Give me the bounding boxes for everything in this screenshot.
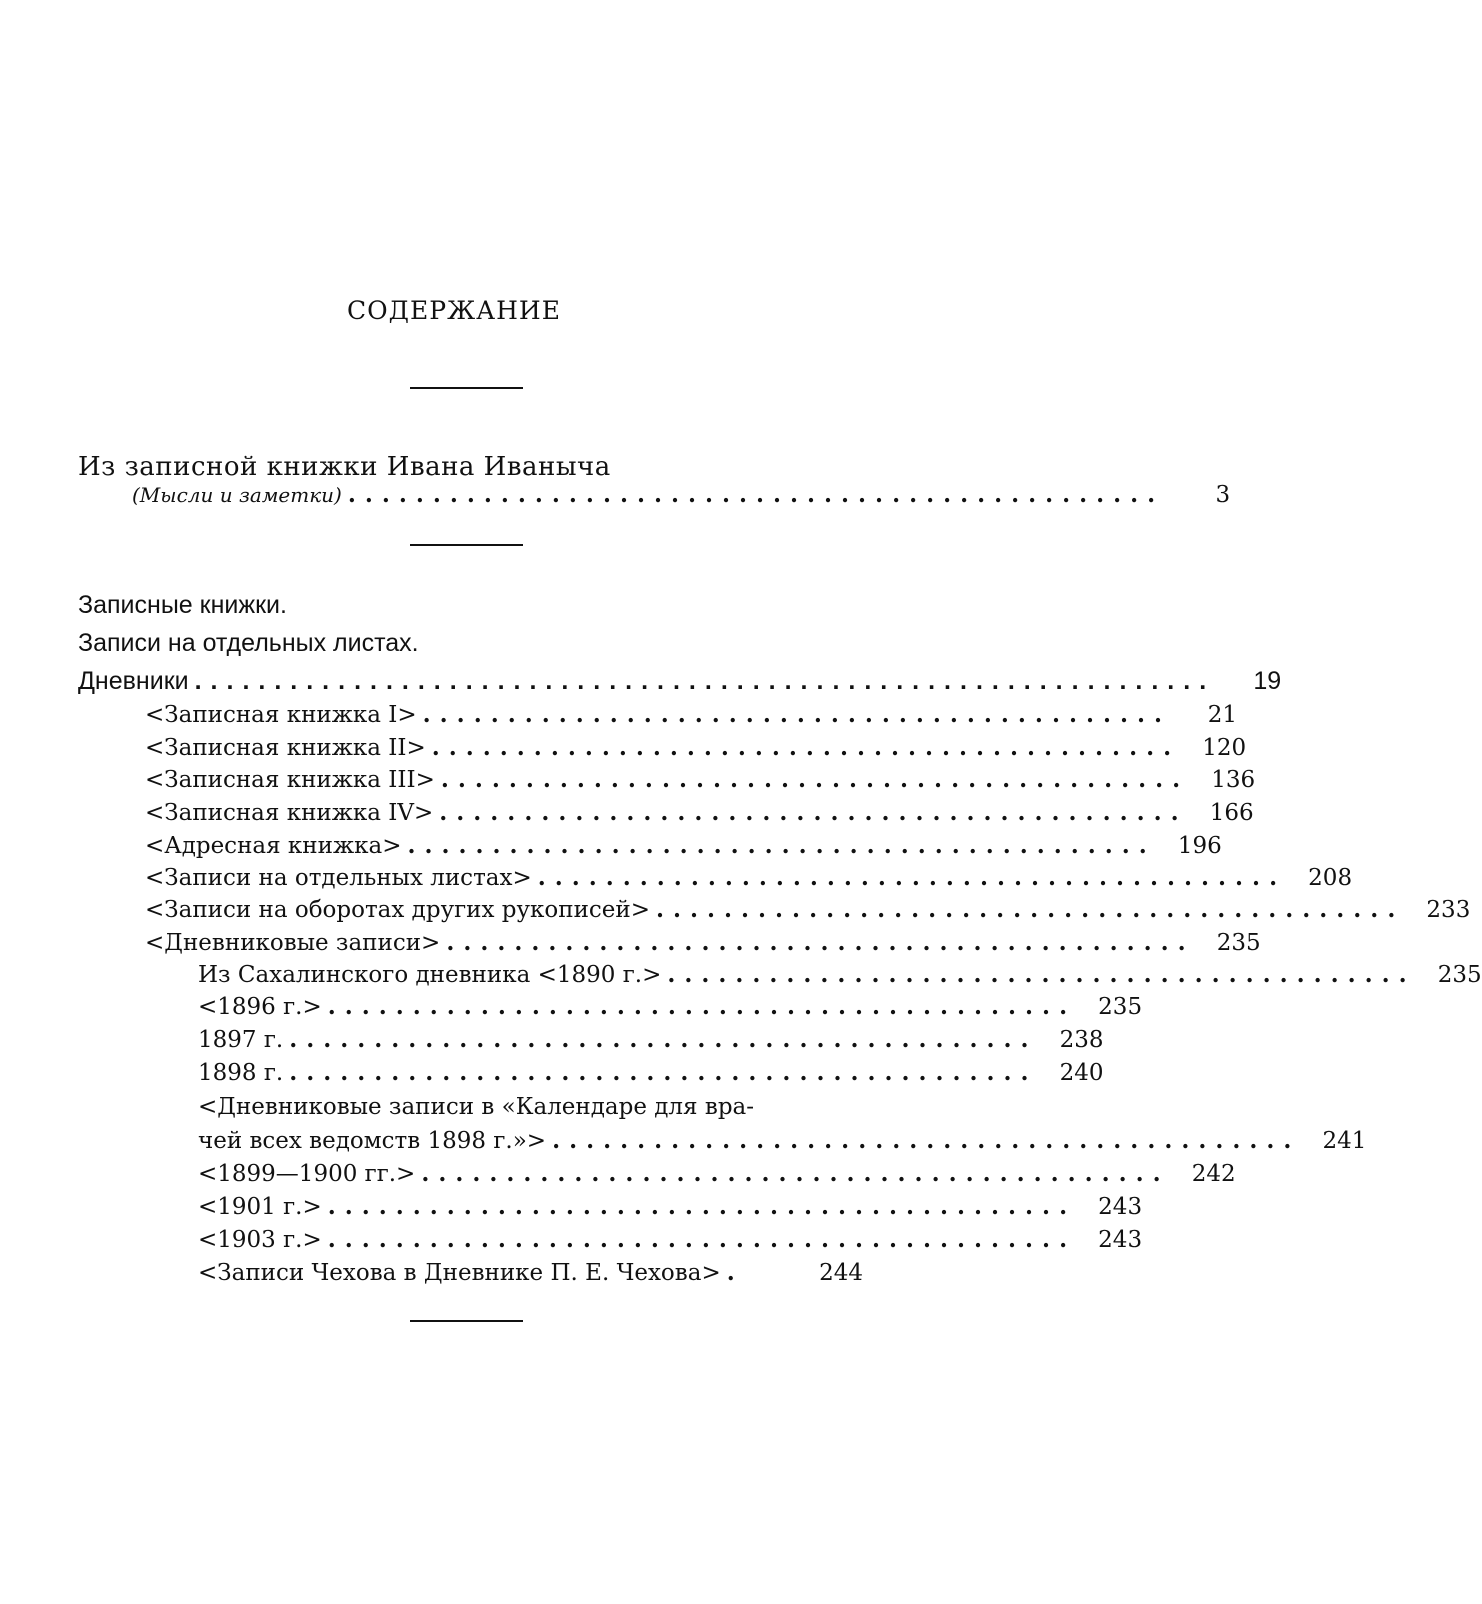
divider-bottom: [410, 1320, 523, 1322]
toc-subentry-label: <1899—1900 гг.>: [198, 1161, 416, 1187]
toc-subentry: [198, 1159, 1236, 1189]
calendar-entry-page: 241: [1322, 1128, 1367, 1154]
page-title: СОДЕРЖАНИЕ: [347, 296, 561, 325]
toc-entry: [145, 831, 1222, 861]
toc-entry-label: <Дневниковые записи>: [145, 930, 441, 956]
toc-subentry-label: <1903 г.>: [198, 1227, 322, 1253]
dot-leader: ............................................: [327, 1226, 1077, 1253]
dot-leader: ............................................: [327, 1193, 1077, 1220]
dot-leader: ............................................: [537, 864, 1287, 891]
toc-subentry-page: 243: [1098, 1227, 1143, 1253]
toc-subentry-page: 238: [1059, 1027, 1104, 1053]
section2-page: 19: [1253, 667, 1282, 695]
toc-subentry-label: <1896 г.>: [198, 994, 322, 1020]
toc-subentry-page: 243: [1098, 1194, 1143, 1220]
dot-leader: ................................................: [347, 481, 1165, 508]
dot-leader: ............................................: [440, 766, 1190, 793]
toc-subentry: [198, 1258, 863, 1288]
toc-entry-page: 166: [1209, 800, 1254, 826]
toc-subentry-label: <1901 г.>: [198, 1194, 322, 1220]
toc-subentry-page: 235: [1098, 994, 1143, 1020]
dot-leader: ............................................: [289, 1059, 1038, 1086]
toc-entry-page: 208: [1308, 865, 1353, 891]
toc-subentry-label: 1897 г.: [198, 1027, 284, 1053]
divider-middle: [410, 544, 523, 546]
toc-entry-label: <Записная книжка IV>: [145, 800, 434, 826]
calendar-entry-line2: чей всех ведомств 1898 г.»>: [198, 1128, 547, 1154]
dot-leader: ............................................: [327, 993, 1077, 1020]
toc-entry-label: <Записи на оборотах других рукописей>: [145, 897, 650, 923]
dot-leader: ............................................: [439, 799, 1188, 826]
toc-entry-page: 235: [1216, 930, 1261, 956]
toc-subentry: [198, 1225, 1143, 1255]
toc-entry: [145, 798, 1254, 828]
toc-entry: [145, 928, 1261, 958]
toc-subentry-label: <Записи Чехова в Дневнике П. Е. Чехова>: [198, 1260, 721, 1286]
toc-entry: [145, 895, 1471, 925]
dot-leader: ............................................: [407, 832, 1156, 859]
section2-line2: Записи на отдельных листах.: [78, 629, 419, 657]
section1-subtitle: (Мысли и заметки): [132, 483, 342, 507]
dot-leader: ............................................: [667, 961, 1416, 988]
toc-entry-label: <Записная книжка I>: [145, 702, 417, 728]
toc-subentry-label: Из Сахалинского дневника <1890 г.>: [198, 962, 662, 988]
toc-subentry: [198, 1126, 1367, 1156]
calendar-entry-line1: <Дневниковые записи в «Календаре для вра-: [198, 1094, 755, 1120]
toc-subentry-page: 240: [1059, 1060, 1104, 1086]
dot-leader: ............................................: [552, 1127, 1301, 1154]
toc-entry: [145, 863, 1353, 893]
dot-leader: ............................................: [421, 1160, 1170, 1187]
toc-subentry: [198, 992, 1143, 1022]
dot-leader: ............................................: [446, 929, 1195, 956]
toc-entry-label: <Адресная книжка>: [145, 833, 402, 859]
section2-line1: Записные книжки.: [78, 591, 287, 619]
toc-subentry: [198, 1025, 1104, 1055]
toc-subentry-page: 235: [1437, 962, 1482, 988]
toc-entry-page: 136: [1211, 767, 1256, 793]
dot-leader: ............................................: [289, 1026, 1038, 1053]
divider-top: [410, 387, 523, 389]
toc-subentry: [198, 1058, 1104, 1088]
toc-entry-page: 196: [1177, 833, 1222, 859]
toc-entry: [145, 765, 1256, 795]
toc-entry: [145, 700, 1237, 730]
toc-entry-label: <Записная книжка II>: [145, 735, 426, 761]
toc-entry-page: 120: [1202, 735, 1247, 761]
dot-leader: .: [726, 1259, 744, 1286]
toc-entry-page: 233: [1426, 897, 1471, 923]
toc-entry-label: <Записная книжка III>: [145, 767, 435, 793]
dot-leader: ............................................: [656, 896, 1405, 923]
dot-leader: ............................................: [422, 701, 1171, 728]
toc-entry: [145, 733, 1247, 763]
section2-entry: [78, 666, 1282, 696]
toc-entry-page: 21: [1207, 702, 1237, 728]
toc-subentry-page: 242: [1191, 1161, 1236, 1187]
toc-subentry: [198, 1192, 1143, 1222]
toc-entry-label: <Записи на отдельных листах>: [145, 865, 532, 891]
toc-subentry-label: 1898 г.: [198, 1060, 284, 1086]
dot-leader: ................................................................: [194, 667, 1216, 695]
dot-leader: ............................................: [431, 734, 1181, 761]
section1-page: 3: [1215, 482, 1231, 508]
toc-subentry-page: 244: [819, 1260, 863, 1286]
toc-subentry: [198, 960, 1482, 990]
section1-heading: Из записной книжки Ивана Иваныча: [78, 452, 611, 482]
section1-entry: [132, 480, 1231, 510]
section2-line3: Дневники: [78, 667, 189, 695]
